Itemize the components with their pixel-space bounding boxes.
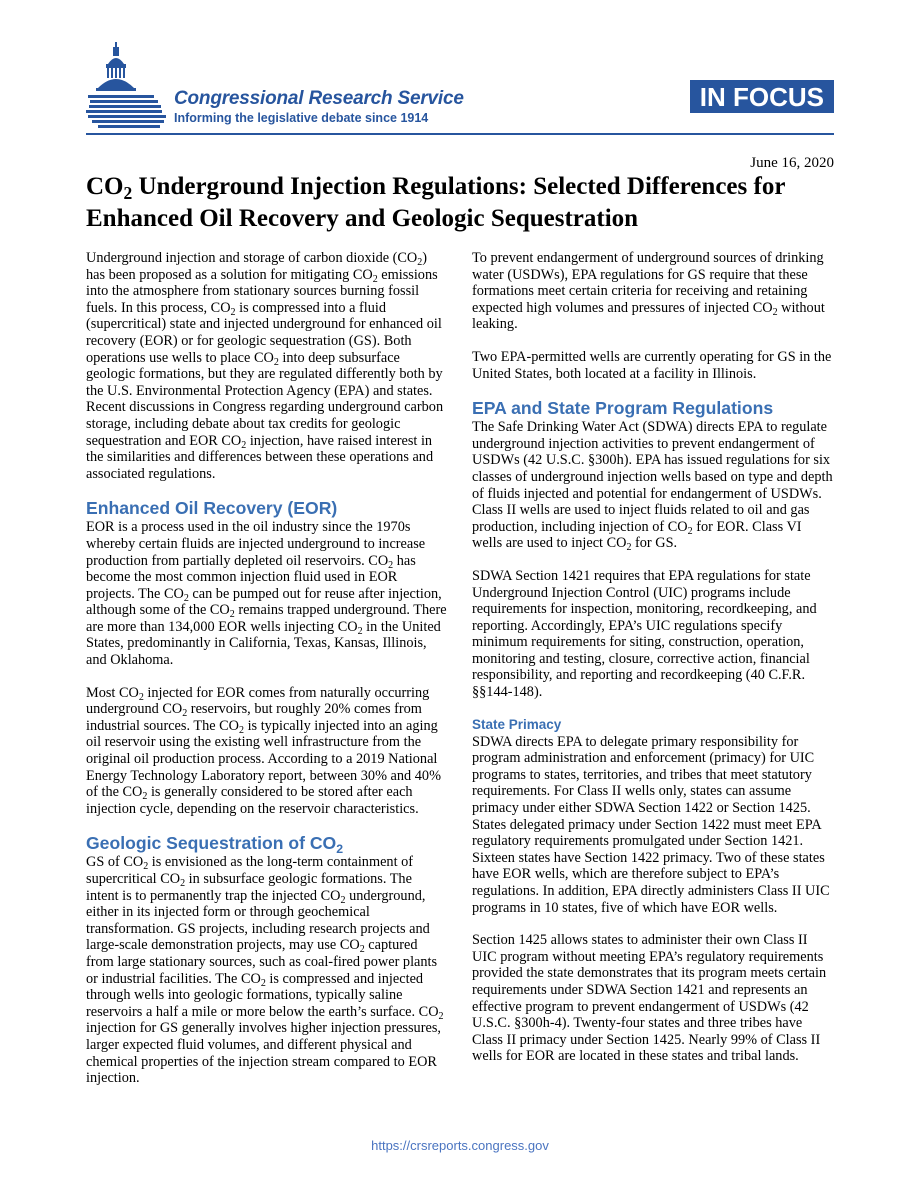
right-column	[472, 250, 834, 1081]
section-heading-epa: EPA and State Program Regulations	[472, 398, 774, 419]
paragraph: SDWA directs EPA to delegate primary responsibility for program administration and enforcement (primacy) for UIC programs to states, territories, and tribes that meet statutory requirements. For Class II wells only, states can assume primacy under either SDWA Section 1422 or Section 1425. States delegated primacy under Section 1422 must meet EPA regulatory requirements promulgated under Section 1421. Sixteen states have Section 1422 primacy. Two of these states have EOR wells, which are therefore subject to EPA’s regulations. In addition, EPA directly administers Class II UIC programs in 10 states, five of which have EOR wells.	[472, 733, 830, 916]
page-title	[86, 171, 834, 235]
publication-date: June 16, 2020	[750, 155, 834, 171]
title-text: Underground Injection Regulations: Selected Differences for Enhanced Oil Recovery and Geologic Sequestration	[86, 173, 785, 232]
title-subscript: 2	[123, 183, 133, 204]
paragraph: SDWA Section 1421 requires that EPA regulations for state Underground Injection Control (UIC) programs include requirements for inspection, monitoring, recordkeeping, and reporting. Accordingly, EPA’s UIC regulations specify minimum requirements for siting, construction, operation, monitoring and testing, closure, corrective action, financial responsibility, and reporting and recordkeeping (40 C.F.R. §§144-148).	[472, 567, 817, 701]
header-divider	[86, 133, 834, 135]
paragraph: To prevent endangerment of underground sources of drinking water (USDWs), EPA regulations for GS require that these formations meet certain criteria for receiving and retaining expected high volumes and pressures of injected $CO_2$ without leaking.	[472, 250, 825, 333]
section-heading-eor: Enhanced Oil Recovery (EOR)	[86, 498, 338, 519]
paragraph: Underground injection and storage of carbon dioxide $(CO_2)$ has been proposed as a solution for mitigating $CO_2$ emissions into the atmosphere from stationary sources burning fossil fuels. In this process, $CO_2$ is compressed into a fluid (supercritical) state and injected underground for enhanced oil recovery (EOR) or for geologic sequestration (GS). Both operations use wells to place $CO_2$ into deep subsurface geologic formations, but they are regulated differently both by the U.S. Environmental Protection Agency (EPA) and states. Recent discussions in Congress regarding underground carbon storage, including debate about tax credits for geologic sequestration and EOR $CO_2$ injection, have raised interest in the similarities and differences between these operations and associated regulations.	[86, 250, 444, 482]
left-column	[86, 250, 448, 1103]
brand-tagline: Informing the legislative debate since 1914	[174, 111, 429, 125]
paragraph: The Safe Drinking Water Act (SDWA) directs EPA to regulate underground injection activities to prevent endangerment of USDWs (42 U.S.C. §300h). EPA has issued regulations for six classes of underground injection wells based on type and depth of fluids injected and potential for endangerment of USDWs. Class II wells are used to inject fluids related to oil and gas production, including injection of $CO_2$ for EOR. Class VI wells are used to inject $CO_2$ for GS.	[472, 419, 833, 554]
capitol-dome-icon	[86, 40, 166, 132]
in-focus-badge: IN FOCUS	[690, 80, 834, 113]
paragraph: EOR is a process used in the oil industry since the 1970s whereby certain fluids are injected underground to increase production from partially depleted oil reservoirs. $CO_2$ has become the most common injection fluid used in EOR projects. The $CO_2$ can be pumped out for reuse after injection, although some of the $CO_2$ remains trapped underground. There are more than 134,000 EOR wells injecting $CO_2$ in the United States, predominantly in California, Texas, Kansas, Illinois, and Oklahoma.	[86, 519, 447, 669]
footer-link[interactable]: https://crsreports.congress.gov	[371, 1138, 549, 1153]
brand-name: Congressional Research Service	[174, 88, 464, 109]
paragraph: Most $CO_2$ injected for EOR comes from naturally occurring underground $CO_2$ reservoirs, but roughly 20% comes from industrial sources. The $CO_2$ is typically injected into an aging oil reservoir using the existing well infrastructure from the original oil production process. According to a 2019 National Energy Technology Laboratory report, between 30% and 40% of the $CO_2$ is generally considered to be stored after each injection cycle, depending on the reservoir characteristics.	[86, 684, 441, 817]
title-text: CO	[86, 173, 124, 200]
paragraph: Section 1425 allows states to administer their own Class II UIC program without meeting EPA’s regulatory requirements provided the state demonstrates that its program meets certain requirements under SDWA Section 1421 and represents an effective program to prevent endangerment of USDWs (42 U.S.C. §300h-4). Twenty-four states and three tribes have Class II primacy under Section 1425. Nearly 99% of Class II wells for EOR are located in these states and tribal lands.	[472, 932, 827, 1065]
report-header	[86, 40, 834, 135]
paragraph: Two EPA-permitted wells are currently operating for GS in the United States, both located at a facility in Illinois.	[472, 348, 832, 382]
subsection-heading-state-primacy: State Primacy	[472, 716, 562, 732]
paragraph: GS of $CO_2$ is envisioned as the long-term containment of supercritical $CO_2$ in subsurface geologic formations. The intent is to permanently trap the injected $CO_2$ underground, either in its injected form or through geochemical transformation. GS projects, including research projects and large-scale demonstration projects, may use $CO_2$ captured from large stationary sources, such as coal-fired power plants or industrial facilities. The $CO_2$ is compressed and injected through wells into geologic formations, typically saline reservoirs a half a mile or more below the earth’s surface. $CO_2$ injection for GS generally involves higher injection pressures, larger expected fluid volumes, and different physical and chemical properties of the injection stream compared to EOR injection.	[86, 854, 444, 1087]
section-heading-gs: Geologic Sequestration of $CO_2$	[86, 833, 344, 857]
